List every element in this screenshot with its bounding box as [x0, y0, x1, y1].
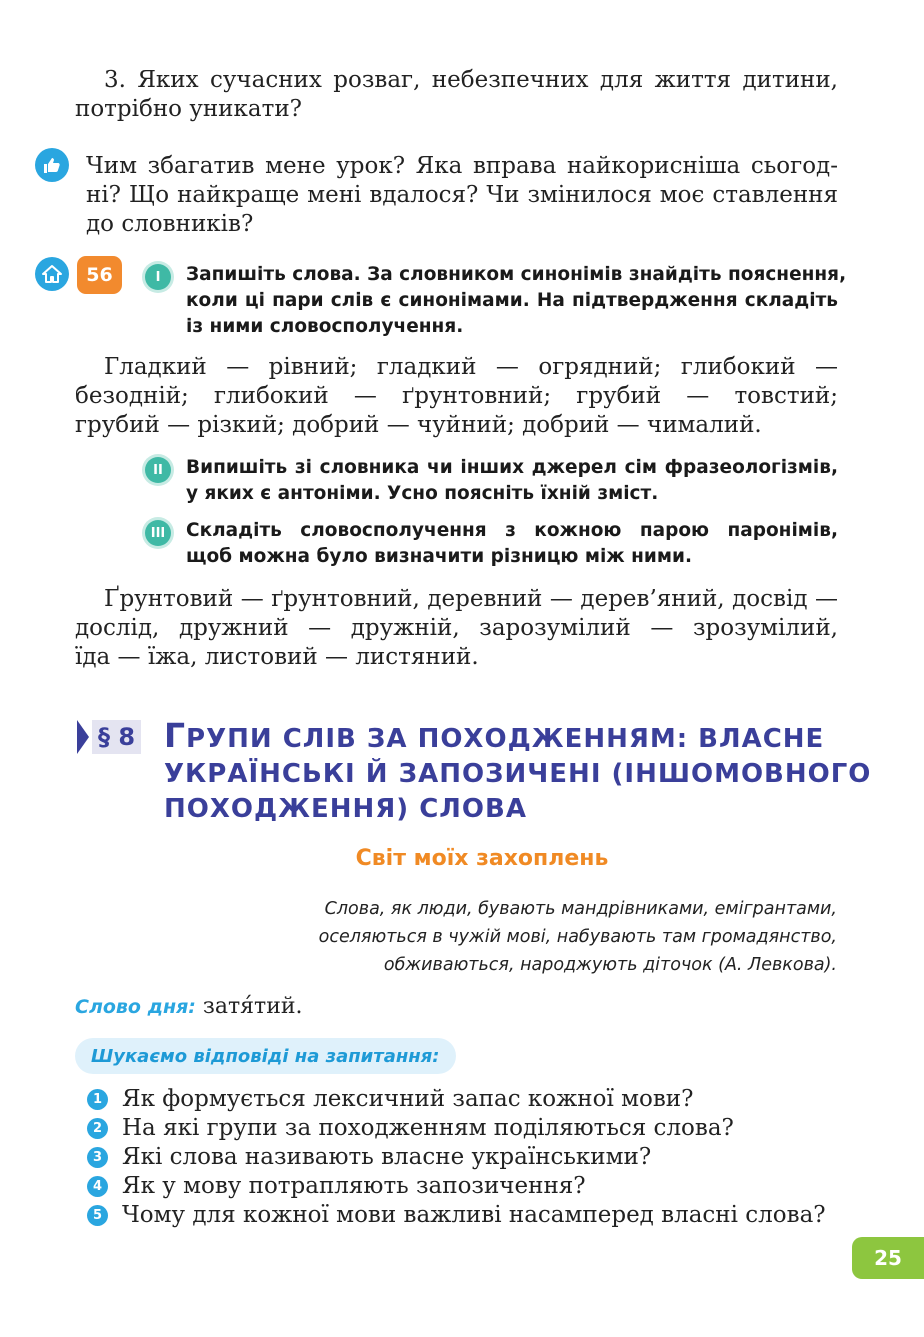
level-1-badge: I — [145, 264, 171, 290]
page-number: 25 — [852, 1237, 924, 1279]
subheading: Світ моїх захоплень — [355, 846, 609, 871]
section-title-line: РУПИ СЛІВ ЗА ПОХОДЖЕННЯМ: ВЛАСНЕ — [186, 724, 825, 754]
level-3-badge: III — [145, 520, 171, 546]
question-3-line: 3. Яких сучасних розваг, небезпечних для життя дитини, — [104, 67, 838, 93]
section-title-initial: Г — [164, 716, 187, 755]
reflection-line: Чим збагатив мене урок? Яка вправа найкорисніша сьогод- — [86, 153, 838, 179]
words-line: їда — їжа, листовий — листяний. — [75, 644, 479, 670]
list-item — [87, 1114, 826, 1143]
reflection-text — [86, 152, 838, 239]
question-number-badge: 5 — [87, 1205, 108, 1226]
task-line: щоб можна було визначити різницю між ними. — [186, 546, 693, 567]
thumbs-up-icon — [35, 148, 69, 182]
words-line: Гладкий — рівний; гладкий — огрядний; глибокий — — [104, 354, 838, 380]
task-1-instructions — [186, 262, 847, 340]
words-line: дослід, дружний — дружній, зарозумілий — зрозумілий, — [75, 615, 838, 641]
section-number-tab — [77, 720, 143, 754]
epigraph-line: оселяються в чужій мові, набувають там громадянство, — [318, 927, 837, 947]
epigraph-line: Слова, як люди, бувають мандрівниками, емігрантами, — [324, 899, 837, 919]
section-flag — [77, 720, 89, 754]
paronym-pairs — [75, 585, 838, 672]
words-line: Ґрунтовий — ґрунтовний, деревний — дерев’яний, досвід — — [104, 586, 838, 612]
question-number-badge: 1 — [87, 1089, 108, 1110]
section-number: § 8 — [92, 720, 141, 754]
reflection-line: до словників? — [86, 211, 254, 237]
section-title-line: ПОХОДЖЕННЯ) СЛОВА — [164, 794, 527, 824]
question-text: Як формується лексичний запас кожної мови? — [122, 1086, 694, 1112]
list-item — [87, 1143, 826, 1172]
exercise-number-badge: 56 — [77, 256, 122, 294]
question-3-line: потрібно уникати? — [75, 96, 302, 122]
task-line: із ними словосполучення. — [186, 316, 464, 337]
task-line: коли ці пари слів є синонімами. На підтвердження складіть — [186, 290, 838, 311]
level-2-badge: II — [145, 457, 171, 483]
question-number-badge: 3 — [87, 1147, 108, 1168]
task-line: у яких є антоніми. Усно поясніть їхній зміст. — [186, 483, 659, 504]
words-line: грубий — різкий; добрий — чуйний; добрий — чималий. — [75, 412, 762, 438]
list-item — [87, 1172, 826, 1201]
task-line: Складіть словосполучення з кожною парою паронімів, — [186, 520, 838, 541]
word-of-day-label: Слово дня: — [75, 996, 196, 1018]
home-icon — [35, 257, 69, 291]
epigraph — [319, 895, 837, 979]
question-text: Як у мову потрапляють запозичення? — [122, 1173, 586, 1199]
word-of-day-value: затя́тий. — [202, 994, 303, 1019]
question-text: Які слова називають власне українськими? — [122, 1144, 652, 1170]
task-line: Випишіть зі словника чи інших джерел сім фразеологізмів, — [186, 457, 838, 478]
question-number-badge: 2 — [87, 1118, 108, 1139]
questions-list — [87, 1085, 826, 1230]
word-of-day — [75, 994, 303, 1019]
list-item — [87, 1085, 826, 1114]
question-text: На які групи за походженням поділяються слова? — [122, 1115, 734, 1141]
question-text: Чому для кожної мови важливі насамперед власні слова? — [122, 1202, 826, 1228]
words-line: безодній; глибокий — ґрунтовний; грубий — товстий; — [75, 383, 838, 409]
task-line: Запишіть слова. За словником синонімів знайдіть пояснення, — [186, 264, 847, 285]
section-title-line: УКРАЇНСЬКІ Й ЗАПОЗИЧЕНІ (ІНШОМОВНОГО — [164, 759, 872, 789]
list-item — [87, 1201, 826, 1230]
reflection-line: ні? Що найкраще мені вдалося? Чи змінилося моє ставлення — [86, 182, 838, 208]
section-title — [164, 716, 872, 827]
question-number-badge: 4 — [87, 1176, 108, 1197]
task-3-instructions — [186, 518, 838, 570]
question-3 — [75, 66, 838, 124]
task-2-instructions — [186, 455, 838, 507]
synonym-pairs — [75, 353, 838, 440]
epigraph-line: обживаються, народжують діточок (А. Левкова). — [383, 955, 837, 975]
questions-heading-pill: Шукаємо відповіді на запитання: — [75, 1038, 456, 1074]
